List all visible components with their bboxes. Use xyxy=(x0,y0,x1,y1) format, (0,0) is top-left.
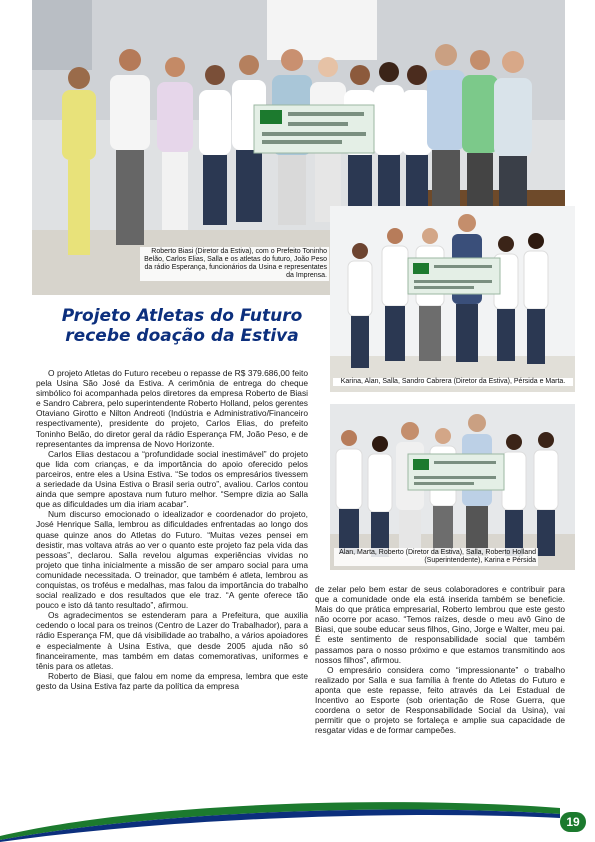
article-paragraph: Carlos Elias destacou a “profundidade social inestimável” do projeto que lida com crianças, e da importância do apoio oferecido pelos parceiros, entre eles a Usina Estiva. “Se todos os empresários tivessem a seriedade da Usina Estiva o Brasil seria outro”, avaliou. Carlos contou ainda que sempre apostava num futuro melhor. “Sempre dizia ao Salla que as dificuldades um dia iriam acabar”. xyxy=(36,448,308,510)
article-paragraph: O empresário considera como “impressionante” o trabalho realizado por Salla e sua família à frente do Atletas do Futuro e aponta que este repasse, feito através da Lei Estadual de Incentivo ao Esporte (sob orientação de Rose Guerra, que coordena o setor de Responsabilidade Social da Usina), vai permitir que o projeto se fortaleça e amplie sua capacidade de resgatar vidas e de formar campeões. xyxy=(315,664,565,736)
photo-b-illustration xyxy=(330,206,575,392)
article-paragraph: Roberto de Biasi, que falou em nome da empresa, lembra que este gesto da Usina Estiva faz parte da política da empresa xyxy=(36,670,308,691)
article-paragraph: Os agradecimentos se estenderam para a Prefeitura, que auxilia cedendo o local para os treinos (Centro de Lazer do Trabalhador), para a rádio Esperança FM, que dá visibilidade ao trabalho, a vários apoiadores e especialmente à Usina Estiva, que desde 2005 ajuda não só financeiramente, mas também em datas comemorativas, uniformes e tênis para os atletas. xyxy=(36,610,308,671)
article-headline xyxy=(36,306,328,346)
main-photo-caption: Roberto Biasi (Diretor da Estiva), com o Prefeito Toninho Belão, Carlos Elias, Salla e os atletas do futuro, João Peso da rádio Esperança, funcionários da Usina e representates da Imprensa. xyxy=(140,247,329,281)
footer-swoosh-decoration xyxy=(0,796,595,842)
photo-cheque-delivery-1 xyxy=(330,206,575,392)
article-column-right xyxy=(315,584,565,735)
photo-c-caption: Alan, Marta, Roberto (Diretor da Estiva), Salla, Roberto Holland (Superintendente), Karina e Pérsida xyxy=(334,548,538,566)
photo-c-illustration xyxy=(330,404,575,570)
headline-line-1: Projeto Atletas do Futuro xyxy=(61,306,303,326)
photo-cheque-delivery-2 xyxy=(330,404,575,570)
article-column-left xyxy=(36,368,308,691)
headline-line-2: recebe doação da Estiva xyxy=(65,326,299,346)
page-number: 19 xyxy=(560,812,586,832)
article-paragraph: Num discurso emocionado o idealizador e coordenador do projeto, José Henrique Salla, lembrou as dificuldades enfrentadas ao longo dos quase quinze anos do Atletas do Futuro. “Muitas vezes pensei em desistir, mas voltava atrás ao ver o quanto este projeto faz pela vida das pessoas”, declarou. Salla reveIou algumas experiências vividas no projeto que tinha inicialmente a missão de ser amparo social para uma comunidade necessitada. O treinador, que também é atleta, lembrou as conquistas, os troféus e medalhas, mas falou da importância do trabalho social realizado e dos resultados que ele traz. “A gente oferece tão pouco e isto dá tanto resultado”, afirmou. xyxy=(36,509,308,611)
photo-b-caption: Karina, Alan, Salla, Sandro Cabrera (Diretor da Estiva), Pérsida e Marta. xyxy=(333,378,573,386)
article-paragraph-continued: de zelar pelo bem estar de seus colaboradores e contribuir para que a comunidade onde ela está inserida também se beneficie. Mais do que prática empresarial, Roberto lembrou que este gesto não ocorre por acaso. “Temos raízes, desde o meu avô Gino de Biasi, que soube educar seus filhos, Gino, Jorge e Walter, meu pai. É este sentimento de responsabilidade social que também passamos para o nosso próximo e que estamos transmitindo aos nossos filhos”, afirmou. xyxy=(315,584,565,665)
article-paragraph: O projeto Atletas do Futuro recebeu o repasse de R$ 379.686,00 feito pela Usina São José da Estiva. A cerimônia de entrega do cheque simbólico foi acompanhada pelos diretores da empresa Roberto de Biasi e Sandro Cabrera, pelo superintendente Roberto Holland, pelos gerentes Otaviano Girotto e Nilton Andreoti (Indústria e Administrativo/Financeiro respectivamente), presidente do projeto, Carlos Elias, do prefeito Toninho Belão, do diretor geral da rádio Esperança FM, João Peso, e de representantes da imprensa de Novo Horizonte. xyxy=(36,368,308,449)
